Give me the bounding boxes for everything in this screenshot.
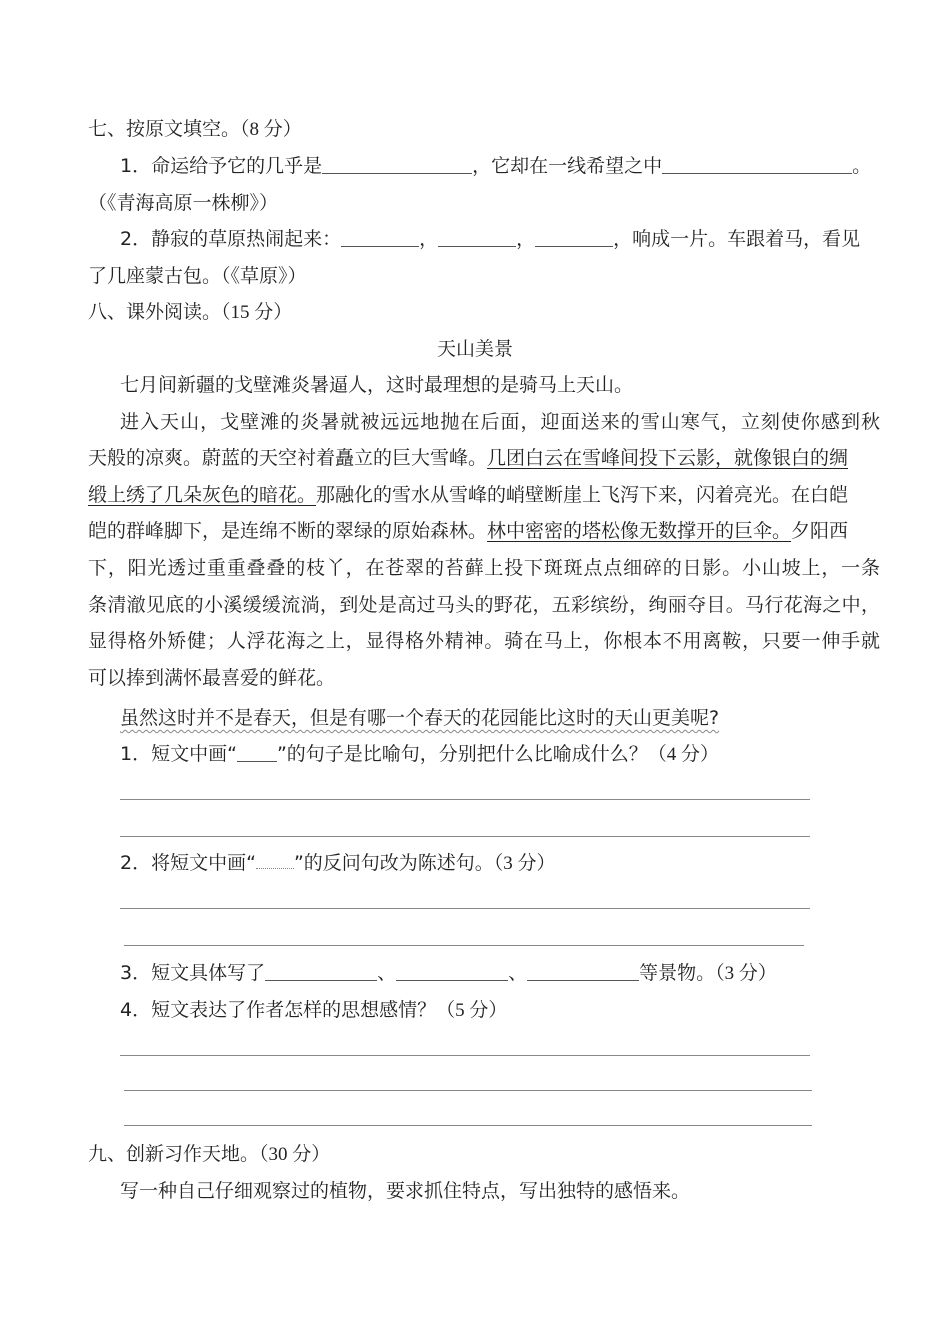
section7-q2-line2: 了几座蒙古包。（《草原》） [88, 265, 307, 287]
answer-blank[interactable] [396, 960, 508, 981]
wavy-mark [256, 858, 294, 869]
simile-underline: 几团白云在雪峰间投下云影，就像银白的绸 [487, 447, 849, 469]
answer-blank[interactable] [662, 153, 852, 174]
underline-mark [237, 743, 277, 762]
passage-p2-line: 缎上绣了几朵灰色的暗花。那融化的雪水从雪峰的峭壁断崖上飞泻下来，闪着亮光。在白皑 [88, 484, 849, 506]
answer-line[interactable] [124, 1090, 812, 1091]
section9-heading: 九、创新习作天地。（30 分） [88, 1143, 331, 1165]
section7-heading: 七、按原文填空。（8 分） [88, 118, 302, 140]
simile-underline: 林中密密的塔松像无数撑开的巨伞。 [487, 520, 792, 542]
simile-underline: 缎上绣了几朵灰色的暗花。 [88, 484, 317, 506]
passage-p2-line: 下，阳光透过重重叠叠的枝丫，在苍翠的苔藓上投下斑斑点点细碎的日影。小山坡上，一条 [88, 557, 880, 579]
reading-q2: 2．将短文中画“ ”的反问句改为陈述句。（3 分） [120, 852, 556, 874]
answer-line[interactable] [124, 1125, 812, 1126]
passage-p2-line: 可以捧到满怀最喜爱的鲜花。 [88, 667, 336, 689]
answer-blank[interactable] [265, 960, 377, 981]
section7-q1: 1．命运给予它的几乎是 ，它却在一线希望之中 。 [120, 155, 872, 177]
answer-blank[interactable] [535, 226, 613, 247]
section7-q2: 2．静寂的草原热闹起来： ， ， ，响成一片。车跟着马，看见 [120, 228, 861, 250]
passage-p2-line: 皑的群峰脚下，是连绵不断的翠绿的原始森林。林中密密的塔松像无数撑开的巨伞。夕阳西 [88, 520, 849, 542]
reading-q4: 4．短文表达了作者怎样的思想感情？（5 分） [120, 999, 508, 1021]
passage-title: 天山美景 [436, 338, 513, 360]
reading-q3: 3．短文具体写了 、 、 等景物。（3 分） [120, 962, 777, 984]
answer-line[interactable] [120, 908, 810, 909]
passage-p1: 七月间新疆的戈壁滩炎暑逼人，这时最理想的是骑马上天山。 [120, 374, 634, 396]
answer-line[interactable] [120, 799, 810, 800]
answer-line[interactable] [124, 945, 804, 946]
passage-p2-line: 进入天山，戈壁滩的炎暑就被远远地抛在后面，迎面送来的雪山寒气，立刻使你感到秋 [120, 411, 880, 433]
answer-blank[interactable] [438, 226, 516, 247]
writing-prompt: 写一种自己仔细观察过的植物，要求抓住特点，写出独特的感悟来。 [120, 1180, 691, 1202]
section8-heading: 八、课外阅读。（15 分） [88, 301, 293, 323]
rhetorical-question-wavy: 虽然这时并不是春天，但是有哪一个春天的花园能比这时的天山更美呢? [120, 707, 720, 729]
section7-q1-source: （《青海高原一株柳》） [88, 192, 279, 214]
passage-p2-line: 条清澈见底的小溪缓缓流淌，到处是高过马头的野花，五彩缤纷，绚丽夺目。马行花海之中， [88, 594, 880, 616]
answer-blank[interactable] [527, 960, 639, 981]
answer-line[interactable] [120, 836, 810, 837]
answer-blank[interactable] [322, 153, 472, 174]
answer-blank[interactable] [341, 226, 419, 247]
passage-p3 [120, 703, 880, 733]
answer-line[interactable] [120, 1055, 810, 1056]
passage-p2-line: 显得格外矫健；人浮花海之上，显得格外精神。骑在马上，你根本不用离鞍，只要一伸手就 [88, 630, 880, 652]
reading-q1: 1．短文中画“ ”的句子是比喻句，分别把什么比喻成什么？（4 分） [120, 743, 720, 765]
passage-p2-line: 天般的凉爽。蔚蓝的天空衬着矗立的巨大雪峰。几团白云在雪峰间投下云影，就像银白的绸 [88, 447, 849, 469]
